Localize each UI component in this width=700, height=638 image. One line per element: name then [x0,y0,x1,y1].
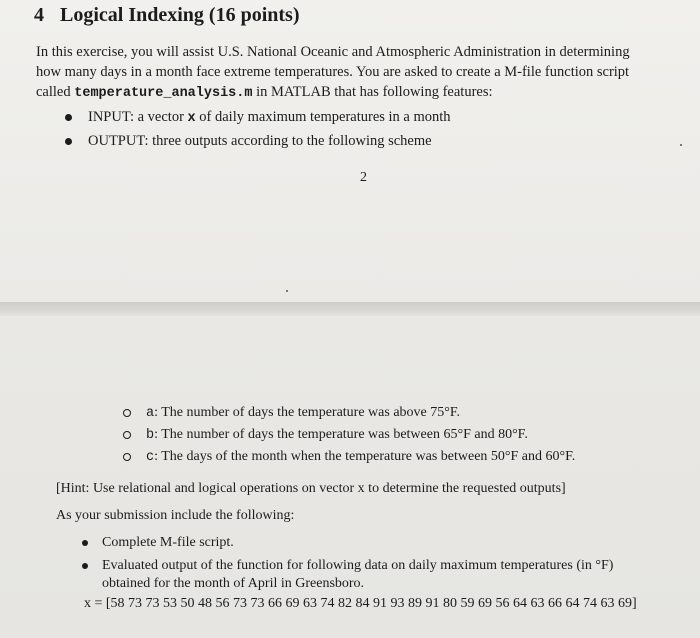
circle-bullet-icon [123,431,131,439]
output-desc: : The days of the month when the temperature was between 50°F and 60°F. [154,449,576,464]
intro-line-3-start: called [36,84,75,100]
feature-list [62,106,451,152]
page-gap [0,302,700,316]
hint-text: [Hint: Use relational and logical operations on vector x to determine the requested outputs] [56,481,566,496]
bullet-icon [65,114,72,121]
vector-x-code: x [187,111,196,126]
intro-line-1: In this exercise, you will assist U.S. National Oceanic and Atmospheric Administration in determining [36,44,630,60]
circle-bullet-icon [123,409,131,417]
input-text: INPUT: a vector [88,109,188,125]
section-heading [34,4,299,27]
speck [680,144,682,146]
section-title: Logical Indexing (16 points) [60,4,300,26]
intro-line-3-end: in MATLAB that has following features: [252,84,493,100]
submission-item-2 [80,557,613,593]
section-number: 4 [34,4,44,26]
output-desc: : The number of days the temperature was above 75°F. [154,405,461,420]
output-text: OUTPUT: three outputs according to the following scheme [88,133,432,149]
feature-input [62,106,451,130]
output-item-a [120,402,575,424]
submission-intro: As your submission include the following: [56,508,295,523]
output-key: b [146,428,155,443]
intro-paragraph [36,42,686,104]
feature-output [62,130,451,152]
speck [286,290,288,292]
submission-item-1-text: Complete M-file script. [102,535,234,550]
submission-list [80,534,613,593]
intro-line-3 [36,82,686,104]
output-desc: : The number of days the temperature was between 65°F and 80°F. [154,427,528,442]
submission-item-1 [80,534,613,552]
script-filename: temperature_analysis.m [74,86,253,101]
output-item-b [120,424,575,446]
input-text-end: of daily maximum temperatures in a month [195,109,451,125]
output-key: c [146,450,155,465]
temperature-data: x = [58 73 73 53 50 48 56 73 73 66 69 63 74 82 84 91 93 89 91 80 59 69 56 64 63 66 64 74 63 69] [84,596,637,611]
page-number: 2 [360,170,367,185]
intro-line-2: how many days in a month face extreme temperatures. You are asked to create a M-file function script [36,64,630,80]
output-key: a [146,406,155,421]
submission-item-2-line-1: Evaluated output of the function for following data on daily maximum temperatures (in °F) [102,558,614,573]
output-item-c [120,446,575,468]
bullet-icon [65,138,72,145]
output-scheme-list [120,402,575,468]
bullet-icon [82,540,88,546]
circle-bullet-icon [123,453,131,461]
bullet-icon [82,563,88,569]
submission-item-2-line-2: obtained for the month of April in Greensboro. [102,576,365,591]
